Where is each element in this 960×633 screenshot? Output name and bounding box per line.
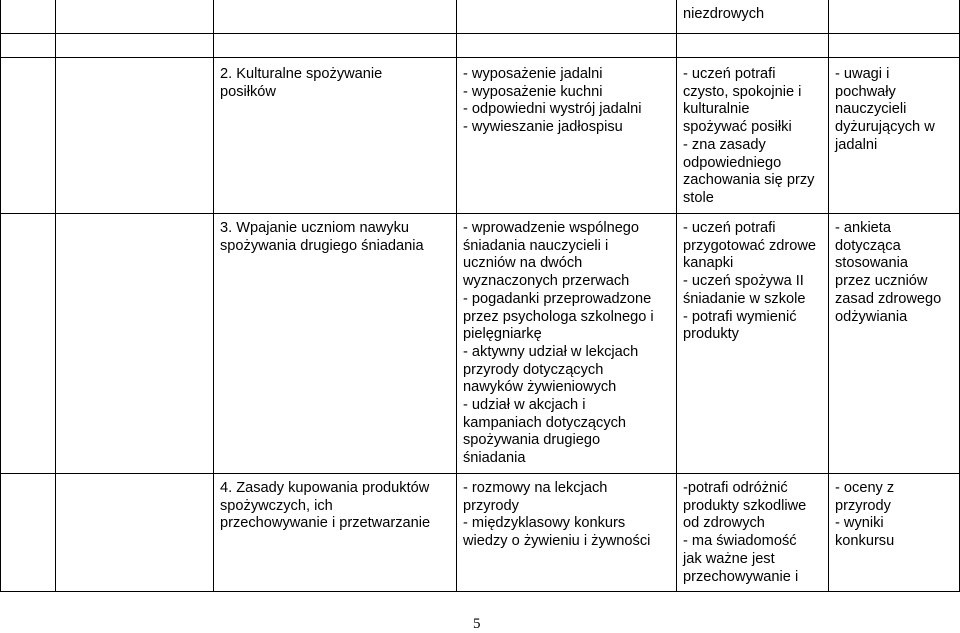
evaluation-cell: - ankieta dotycząca stosowania przez uczniów zasad zdrowego odżywiania [835, 220, 942, 325]
topic-cell: 4. Zasady kupowania produktów spożywczych, ich przechowywanie i przetwarzanie [220, 480, 431, 532]
table-col-divider [213, 0, 214, 592]
evaluation-cell: - oceny z przyrody - wyniki konkursu [835, 480, 895, 550]
table-row-divider [0, 33, 960, 34]
evaluation-cell: - uwagi i pochwały nauczycieli dyżurujących w jadalni [835, 66, 935, 153]
actions-cell: - wyposażenie jadalni - wyposażenie kuchni - odpowiedni wystrój jadalni - wywieszanie jadłospisu [463, 66, 642, 136]
table-row-divider [0, 57, 960, 58]
page-number: 5 [473, 616, 481, 632]
actions-cell: - wprowadzenie wspólnego śniadania nauczycieli i uczniów na dwóch wyznaczonych przerwach - pogadanki przeprowadzone przez psychologa szkolnego i pielęgniarkę - aktywny udział w lekcjach przyrody dotyczących nawyków żywieniowych - udział w akcjach i kampaniach dotyczących spożywania drugiego śniadania [463, 220, 654, 467]
table-col-divider [55, 0, 56, 592]
top-fragment-text: niezdrowych [683, 6, 765, 22]
actions-cell: - rozmowy na lekcjach przyrody - międzyklasowy konkurs wiedzy o żywieniu i żywności [463, 480, 651, 550]
table-col-divider [456, 0, 457, 592]
outcomes-cell: - uczeń potrafi przygotować zdrowe kanapki - uczeń spożywa II śniadanie w szkole - potrafi wymienić produkty [683, 220, 817, 343]
table-border-left [0, 0, 1, 592]
table-col-divider [676, 0, 677, 592]
outcomes-cell: -potrafi odróżnić produkty szkodliwe od zdrowych - ma świadomość jak ważne jest przechowywanie i [683, 480, 807, 585]
topic-cell: 2. Kulturalne spożywanie posiłków [220, 66, 383, 100]
table-row-divider [0, 213, 960, 214]
table-col-divider [828, 0, 829, 592]
outcomes-cell: - uczeń potrafi czysto, spokojnie i kulturalnie spożywać posiłki - zna zasady odpowiedniego zachowania się przy stole [683, 66, 815, 206]
topic-cell: 3. Wpajanie uczniom nawyku spożywania drugiego śniadania [220, 220, 424, 254]
table-row-divider [0, 473, 960, 474]
table-border-bottom [0, 591, 960, 592]
